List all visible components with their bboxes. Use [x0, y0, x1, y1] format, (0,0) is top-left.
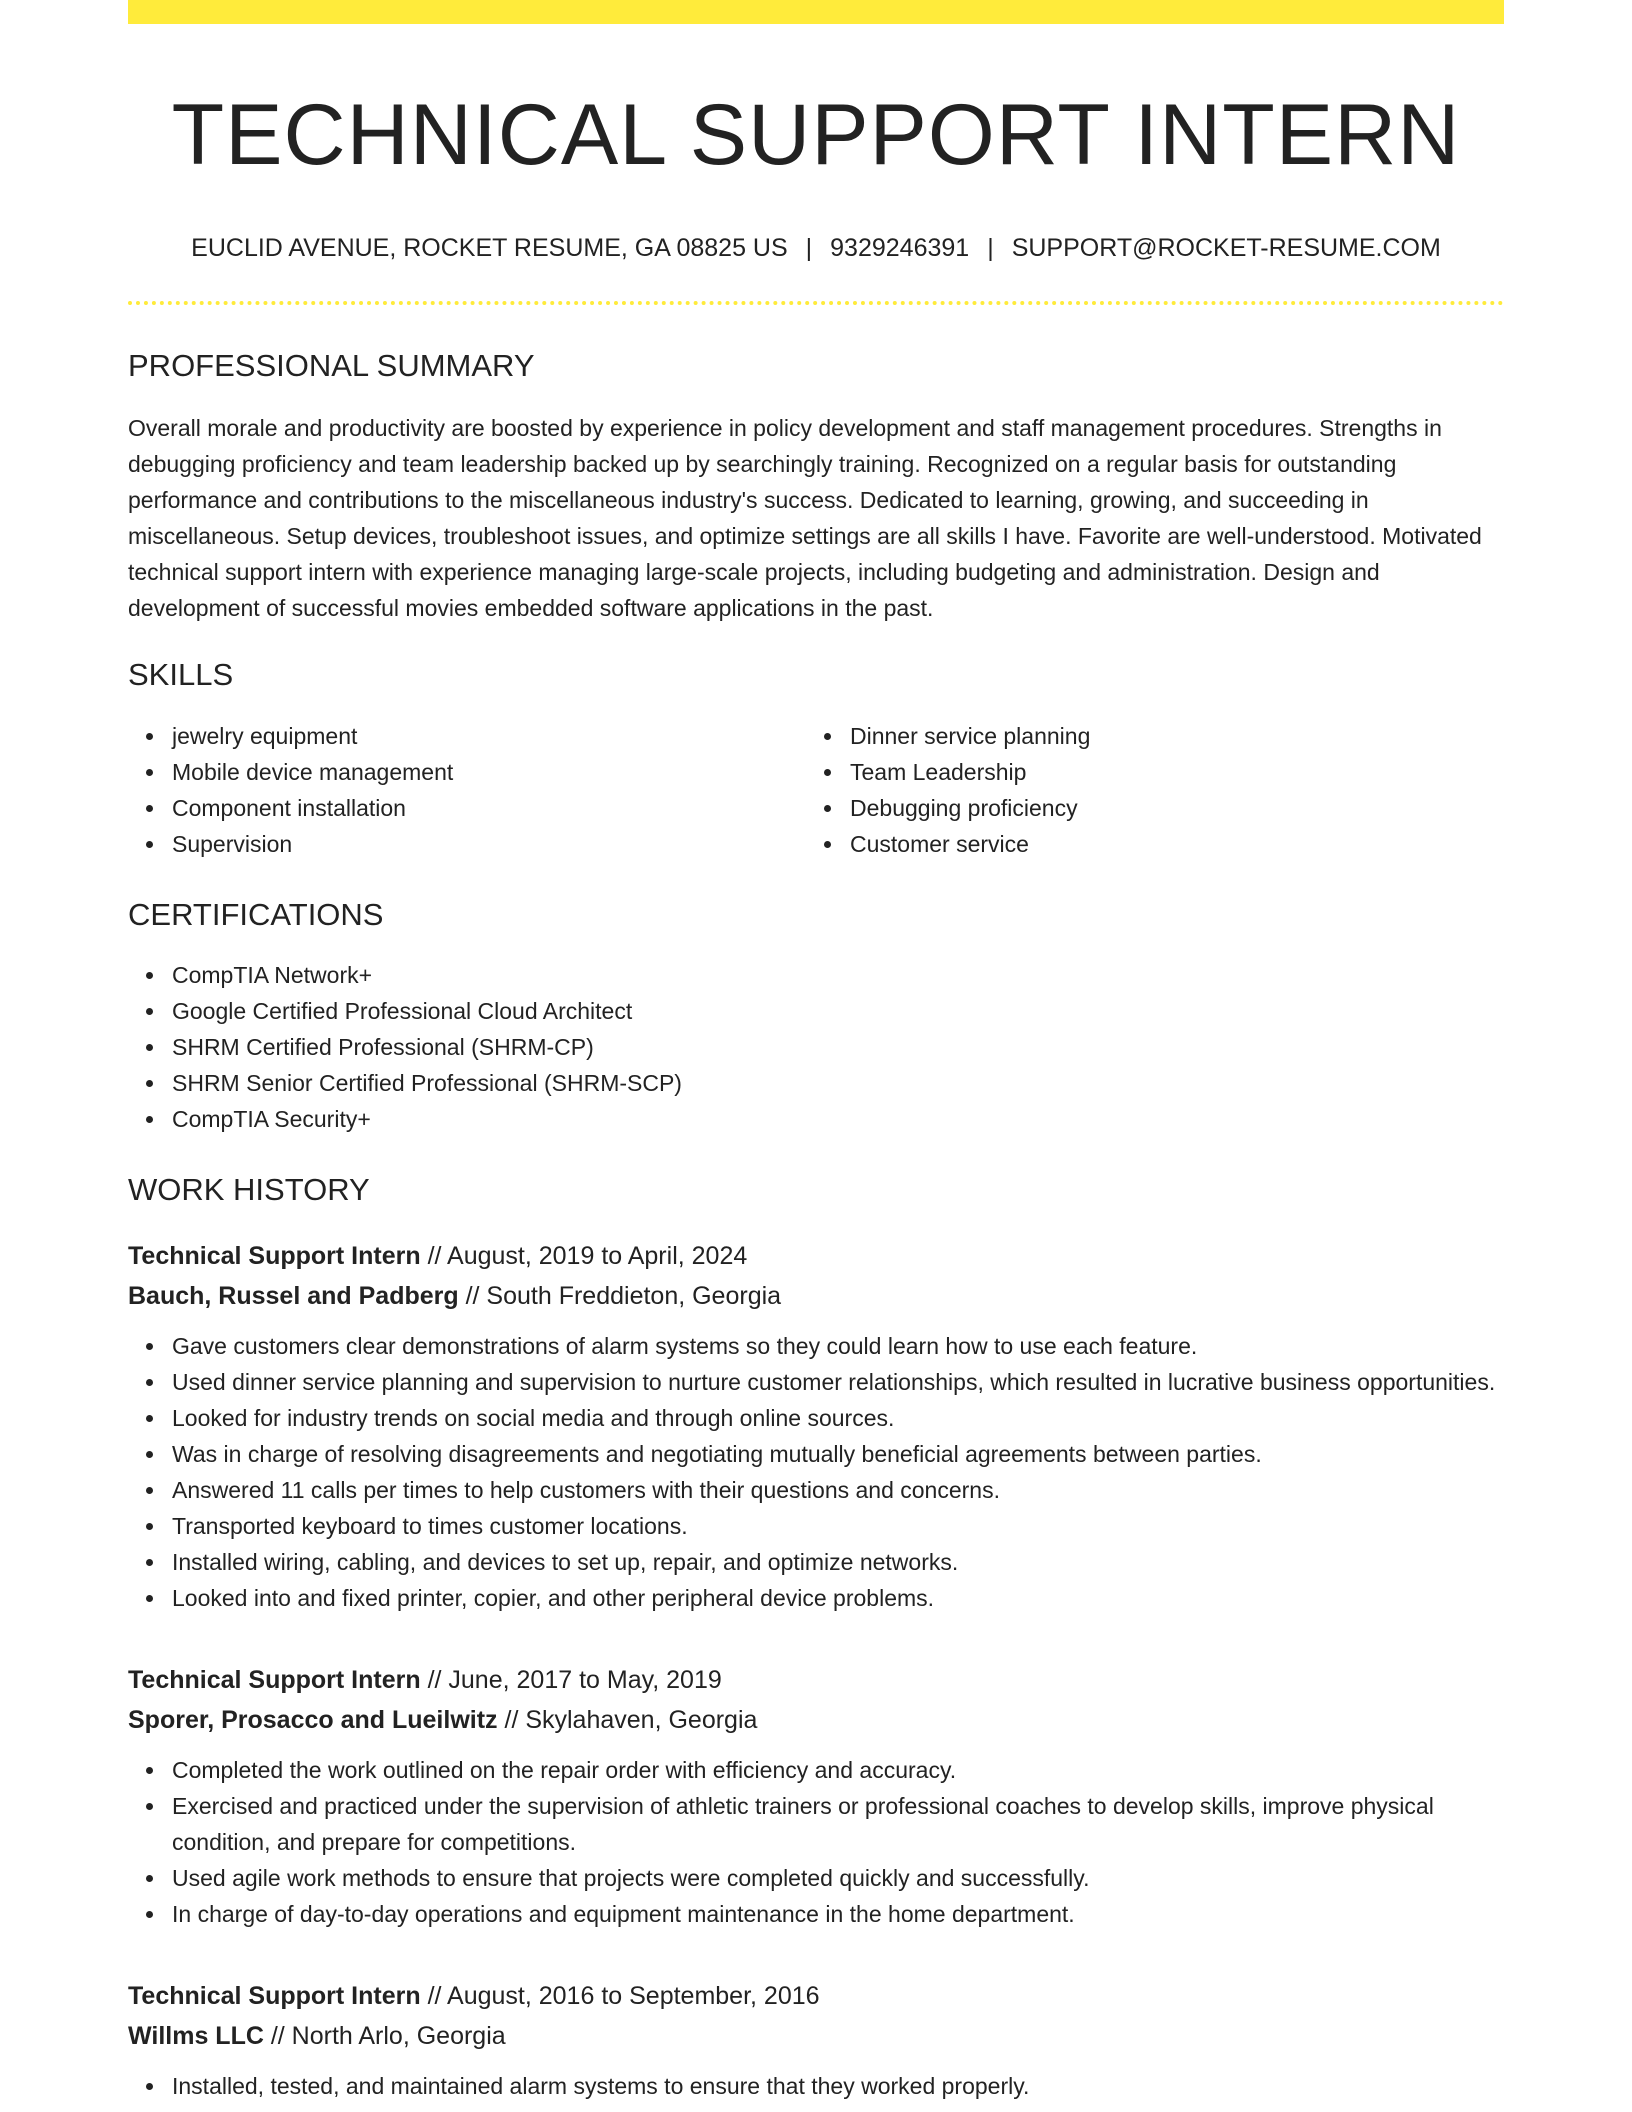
skill-item: Customer service [850, 826, 1504, 862]
skill-item: Debugging proficiency [850, 790, 1504, 826]
certification-item: CompTIA Security+ [172, 1101, 1504, 1137]
contact-email: SUPPORT@ROCKET-RESUME.COM [1011, 234, 1441, 263]
job-bullet: Answered 11 calls per times to help customers with their questions and concerns. [172, 1472, 1504, 1508]
contact-address: EUCLID AVENUE, ROCKET RESUME, GA 08825 US [191, 234, 788, 263]
job-bullet: Looked for industry trends on social media and through online sources. [172, 1400, 1504, 1436]
job-company: Sporer, Prosacco and Lueilwitz [128, 1705, 498, 1734]
certifications-list [128, 957, 1504, 1137]
certification-item: CompTIA Network+ [172, 957, 1504, 993]
skills-column-left [128, 718, 816, 862]
summary-heading: PROFESSIONAL SUMMARY [128, 348, 535, 384]
skills-grid [128, 718, 1504, 862]
contact-separator: | [805, 234, 813, 263]
accent-top-bar [128, 0, 1504, 24]
job-bullet: Gave customers clear demonstrations of alarm systems so they could learn how to use each feature. [172, 1328, 1504, 1364]
job-dates: // June, 2017 to May, 2019 [420, 1665, 722, 1694]
skill-item: jewelry equipment [172, 718, 816, 754]
job-dates: // August, 2019 to April, 2024 [420, 1241, 748, 1270]
job-location: // Skylahaven, Georgia [497, 1705, 758, 1734]
job-role-line [128, 1976, 1504, 2016]
job-entry [128, 1976, 1504, 2104]
contact-phone: 9329246391 [830, 234, 970, 263]
contact-separator: | [987, 234, 994, 263]
job-bullet: Exercised and practiced under the supervision of athletic trainers or professional coaches to develop skills, improve physical condition, and prepare for competitions. [172, 1788, 1504, 1860]
skill-item: Dinner service planning [850, 718, 1504, 754]
skills-column-right [816, 718, 1504, 862]
job-entry [128, 1660, 1504, 1932]
skills-list-right [816, 718, 1504, 862]
job-role-line [128, 1660, 1504, 1700]
job-bullet: Looked into and fixed printer, copier, and other peripheral device problems. [172, 1580, 1504, 1616]
job-bullet-list [128, 2068, 1504, 2104]
summary-text: Overall morale and productivity are boosted by experience in policy development and staff management procedures. Strengths in debugging proficiency and team leadership backed up by searchingly training. Recognized on a regular basis for outstanding performance and contributions to the miscellaneous industry's success. Dedicated to learning, growing, and succeeding in miscellaneous. Setup devices, troubleshoot issues, and optimize settings are all skills I have. Favorite are well-understood. Motivated technical support intern with experience managing large-scale projects, including budgeting and administration. Design and development of successful movies embedded software applications in the past. [128, 415, 1482, 622]
job-bullet: In charge of day-to-day operations and equipment maintenance in the home department. [172, 1896, 1504, 1932]
skills-heading: SKILLS [128, 657, 234, 693]
certification-item: SHRM Certified Professional (SHRM-CP) [172, 1029, 1504, 1065]
candidate-title: TECHNICAL SUPPORT INTERN [171, 87, 1461, 183]
job-role-line [128, 1236, 1504, 1276]
skill-item: Supervision [172, 826, 816, 862]
job-company: Willms LLC [128, 2021, 264, 2050]
dotted-divider [128, 301, 1504, 305]
job-bullet: Transported keyboard to times customer locations. [172, 1508, 1504, 1544]
job-bullet-list [128, 1328, 1504, 1616]
contact-line [128, 233, 1504, 263]
certifications-heading: CERTIFICATIONS [128, 896, 384, 932]
job-bullet: Installed, tested, and maintained alarm systems to ensure that they worked properly. [172, 2068, 1504, 2104]
certification-item: Google Certified Professional Cloud Architect [172, 993, 1504, 1029]
job-bullet: Was in charge of resolving disagreements and negotiating mutually beneficial agreements between parties. [172, 1436, 1504, 1472]
resume-page [128, 0, 1504, 2104]
job-company-line [128, 1276, 1504, 1316]
skills-list-left [128, 718, 816, 862]
job-dates: // August, 2016 to September, 2016 [420, 1981, 820, 2010]
job-entry [128, 1236, 1504, 1616]
job-company-line [128, 2016, 1504, 2056]
job-role: Technical Support Intern [128, 1241, 421, 1270]
job-role: Technical Support Intern [128, 1665, 421, 1694]
job-location: // South Freddieton, Georgia [458, 1281, 782, 1310]
skill-item: Component installation [172, 790, 816, 826]
job-bullet: Installed wiring, cabling, and devices to set up, repair, and optimize networks. [172, 1544, 1504, 1580]
job-bullet: Used agile work methods to ensure that projects were completed quickly and successfully. [172, 1860, 1504, 1896]
job-bullet: Used dinner service planning and supervision to nurture customer relationships, which resulted in lucrative business opportunities. [172, 1364, 1504, 1400]
skill-item: Team Leadership [850, 754, 1504, 790]
job-location: // North Arlo, Georgia [263, 2021, 506, 2050]
skill-item: Mobile device management [172, 754, 816, 790]
job-company-line [128, 1700, 1504, 1740]
job-company: Bauch, Russel and Padberg [128, 1281, 459, 1310]
certification-item: SHRM Senior Certified Professional (SHRM-SCP) [172, 1065, 1504, 1101]
job-role: Technical Support Intern [128, 1981, 421, 2010]
job-bullet: Completed the work outlined on the repair order with efficiency and accuracy. [172, 1752, 1504, 1788]
work-history-heading: WORK HISTORY [128, 1171, 370, 1207]
job-bullet-list [128, 1752, 1504, 1932]
